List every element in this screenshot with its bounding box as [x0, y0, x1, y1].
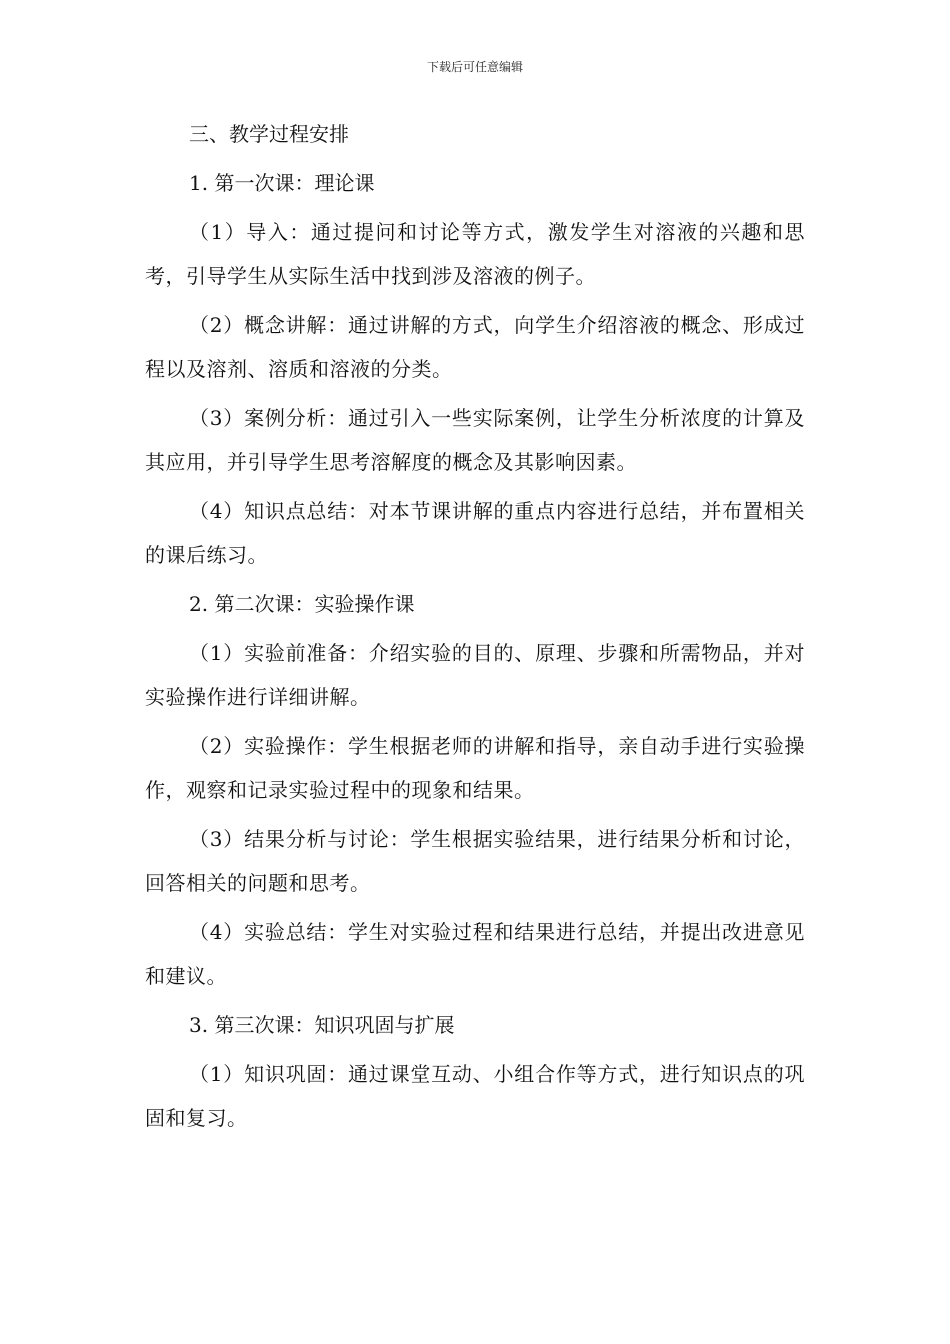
lesson-1-title: 1. 第一次课：理论课	[189, 171, 375, 195]
lesson-1-item-1: （1）导入：通过提问和讨论等方式，激发学生对溶液的兴趣和思考，引导学生从实际生活中找到涉及溶液的例子。	[145, 220, 805, 288]
header-note: 下载后可任意编辑	[426, 60, 523, 74]
lesson-2-title: 2. 第二次课：实验操作课	[189, 592, 415, 616]
lesson-2-item-2: （2）实验操作：学生根据老师的讲解和指导，亲自动手进行实验操作，观察和记录实验过程中的现象和结果。	[145, 734, 805, 802]
section-heading: 三、教学过程安排	[189, 122, 349, 146]
lesson-1-item-3: （3）案例分析：通过引入一些实际案例，让学生分析浓度的计算及其应用，并引导学生思考溶解度的概念及其影响因素。	[145, 406, 805, 474]
lesson-1-item-2: （2）概念讲解：通过讲解的方式，向学生介绍溶液的概念、形成过程以及溶剂、溶质和溶液的分类。	[145, 313, 805, 381]
lesson-2-item-4: （4）实验总结：学生对实验过程和结果进行总结，并提出改进意见和建议。	[145, 920, 805, 988]
lesson-2-item-3: （3）结果分析与讨论：学生根据实验结果，进行结果分析和讨论，回答相关的问题和思考。	[145, 827, 805, 895]
lesson-3-item-1: （1）知识巩固：通过课堂互动、小组合作等方式，进行知识点的巩固和复习。	[145, 1062, 805, 1130]
lesson-3-title: 3. 第三次课：知识巩固与扩展	[189, 1013, 455, 1037]
lesson-2-item-1: （1）实验前准备：介绍实验的目的、原理、步骤和所需物品，并对实验操作进行详细讲解。	[145, 641, 805, 709]
lesson-1-item-4: （4）知识点总结：对本节课讲解的重点内容进行总结，并布置相关的课后练习。	[145, 499, 805, 567]
document-body	[145, 112, 805, 1145]
